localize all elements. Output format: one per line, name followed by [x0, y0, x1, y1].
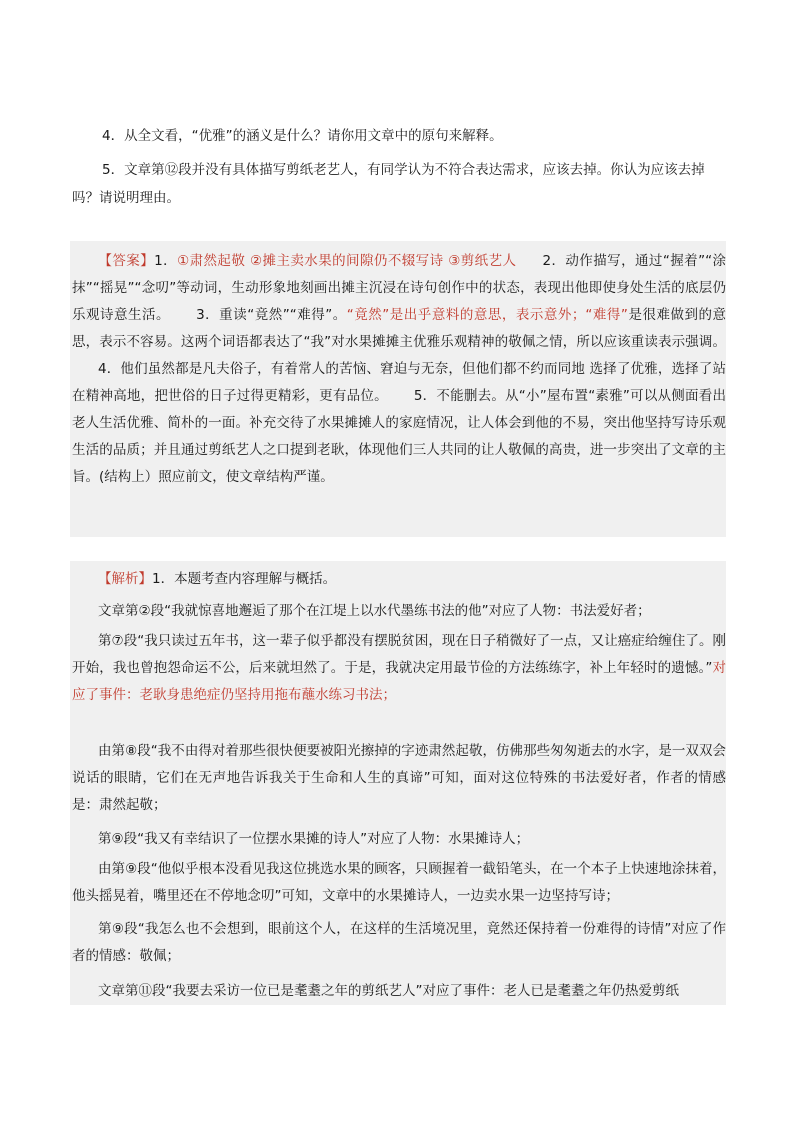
answer-label: 【答案】 [98, 253, 155, 269]
question-5-text: 5．文章第⑫段并没有具体描写剪纸老艺人，有同学认为不符合表达需求，应该去掉。你认为应该去掉吗？请说明理由。 [72, 162, 705, 206]
answer-1-number: 1． [154, 253, 178, 269]
explanation-p3-text: 由第⑧段“我不由得对着那些很快便要被阳光擦掉的字迹肃然起敬，仿佛那些匆匆逝去的水字，是一双双会说话的眼睛，它们在无声地告诉我关于生命和人生的真谛”可知，面对这位特殊的书法爱好者，作者的情感是：肃然起敬； [72, 743, 726, 813]
explanation-label: 【解析】 [98, 571, 152, 587]
answer-1-text: ①肃然起敬 ②摊主卖水果的间隙仍不辍写诗 ③剪纸艺人 [177, 253, 517, 269]
explanation-p6-text: 第⑨段“我怎么也不会想到，眼前这个人，在这样的生活境况里，竟然还保持着一份难得的诗情”对应了作者的情感：敬佩； [72, 921, 726, 964]
question-4 [72, 122, 726, 150]
answer-block [72, 248, 726, 491]
explanation-paragraph-2 [72, 628, 726, 709]
explanation-p2-highlight: 对应了事件：老耿身患绝症仍坚持用拖布蘸水练习书法； [72, 660, 726, 703]
answer-4-text: 4．他们虽然都是凡夫俗子，有着常人的苦恼、窘迫与无奈，但他们都不约而同地 选择了优雅，选择了站在精神高地，把世俗的日子过得更精彩，更有品位。 [72, 361, 726, 404]
explanation-p2-text: 第⑦段“我只读过五年书，这一辈子似乎都没有摆脱贫困，现在日子稍微好了一点，又让癌症给缠住了。刚开始，我也曾抱怨命运不公，后来就坦然了。于是，我就决定用最节俭的方法练练字，补上年轻时的遗憾。” [72, 633, 726, 676]
explanation-p1-text: 文章第②段“我就惊喜地邂逅了那个在江堤上以水代墨练书法的他”对应了人物：书法爱好者； [98, 603, 651, 619]
explanation-paragraph-1 [72, 598, 726, 625]
explanation-intro [72, 566, 726, 593]
question-4-text: 4．从全文看，“优雅”的涵义是什么？请你用文章中的原句来解释。 [102, 128, 503, 144]
explanation-paragraph-6 [72, 916, 726, 970]
explanation-paragraph-3 [72, 738, 726, 819]
explanation-paragraph-5 [72, 856, 726, 910]
explanation-paragraph-4 [72, 826, 726, 853]
answer-5-text: 5．不能删去。从“小”屋布置“素雅”可以从侧面看出老人生活优雅、简朴的一面。补充交待了水果摊摊人的家庭情况，让人体会到他的不易，突出他坚持写诗乐观生活的品质；并且通过剪纸艺人之口提到老耿，体现他们三人共同的让人敬佩的高贵，进一步突出了文章的主旨。(结构上）照应前文，使文章结构严谨。 [72, 388, 727, 485]
question-5 [72, 156, 726, 212]
explanation-paragraph-7 [72, 978, 726, 1005]
explanation-p7-text: 文章第⑪段“我要去采访一位已是耄耋之年的剪纸艺人”对应了事件：老人已是耄耋之年仍热爱剪纸 [98, 983, 679, 999]
answer-2-text: 2．动作描写，通过“握着”“涂抹”“摇晃”“念叨”等动词，生动形象地刻画出摊主沉浸在诗句创作中的状态，表现出他即使身处生活的底层仍乐观诗意生活。 [72, 253, 727, 323]
answer-3-lead: 3．重读“竟然”“难得”。 [196, 307, 347, 323]
explanation-p4-text: 第⑨段“我又有幸结识了一位摆水果摊的诗人”对应了人物：水果摊诗人； [98, 831, 530, 847]
answer-3-text: 是很难做到的意思，表示不容易。这两个词语都表达了“我”对水果摊摊主优雅乐观精神的敬佩之情，所以应该重读表示强调。 [72, 307, 727, 350]
explanation-intro-text: 1．本题考查内容理解与概括。 [152, 571, 337, 587]
answer-3-highlight: “竟然”是出乎意料的意思，表示意外；“难得” [346, 307, 628, 323]
explanation-p5-text: 由第⑨段“他似乎根本没看见我这位挑选水果的顾客，只顾握着一截铅笔头，在一个本子上快速地涂抹着，他头摇晃着，嘴里还在不停地念叨”可知，文章中的水果摊诗人，一边卖水果一边坚持写诗； [72, 861, 726, 904]
